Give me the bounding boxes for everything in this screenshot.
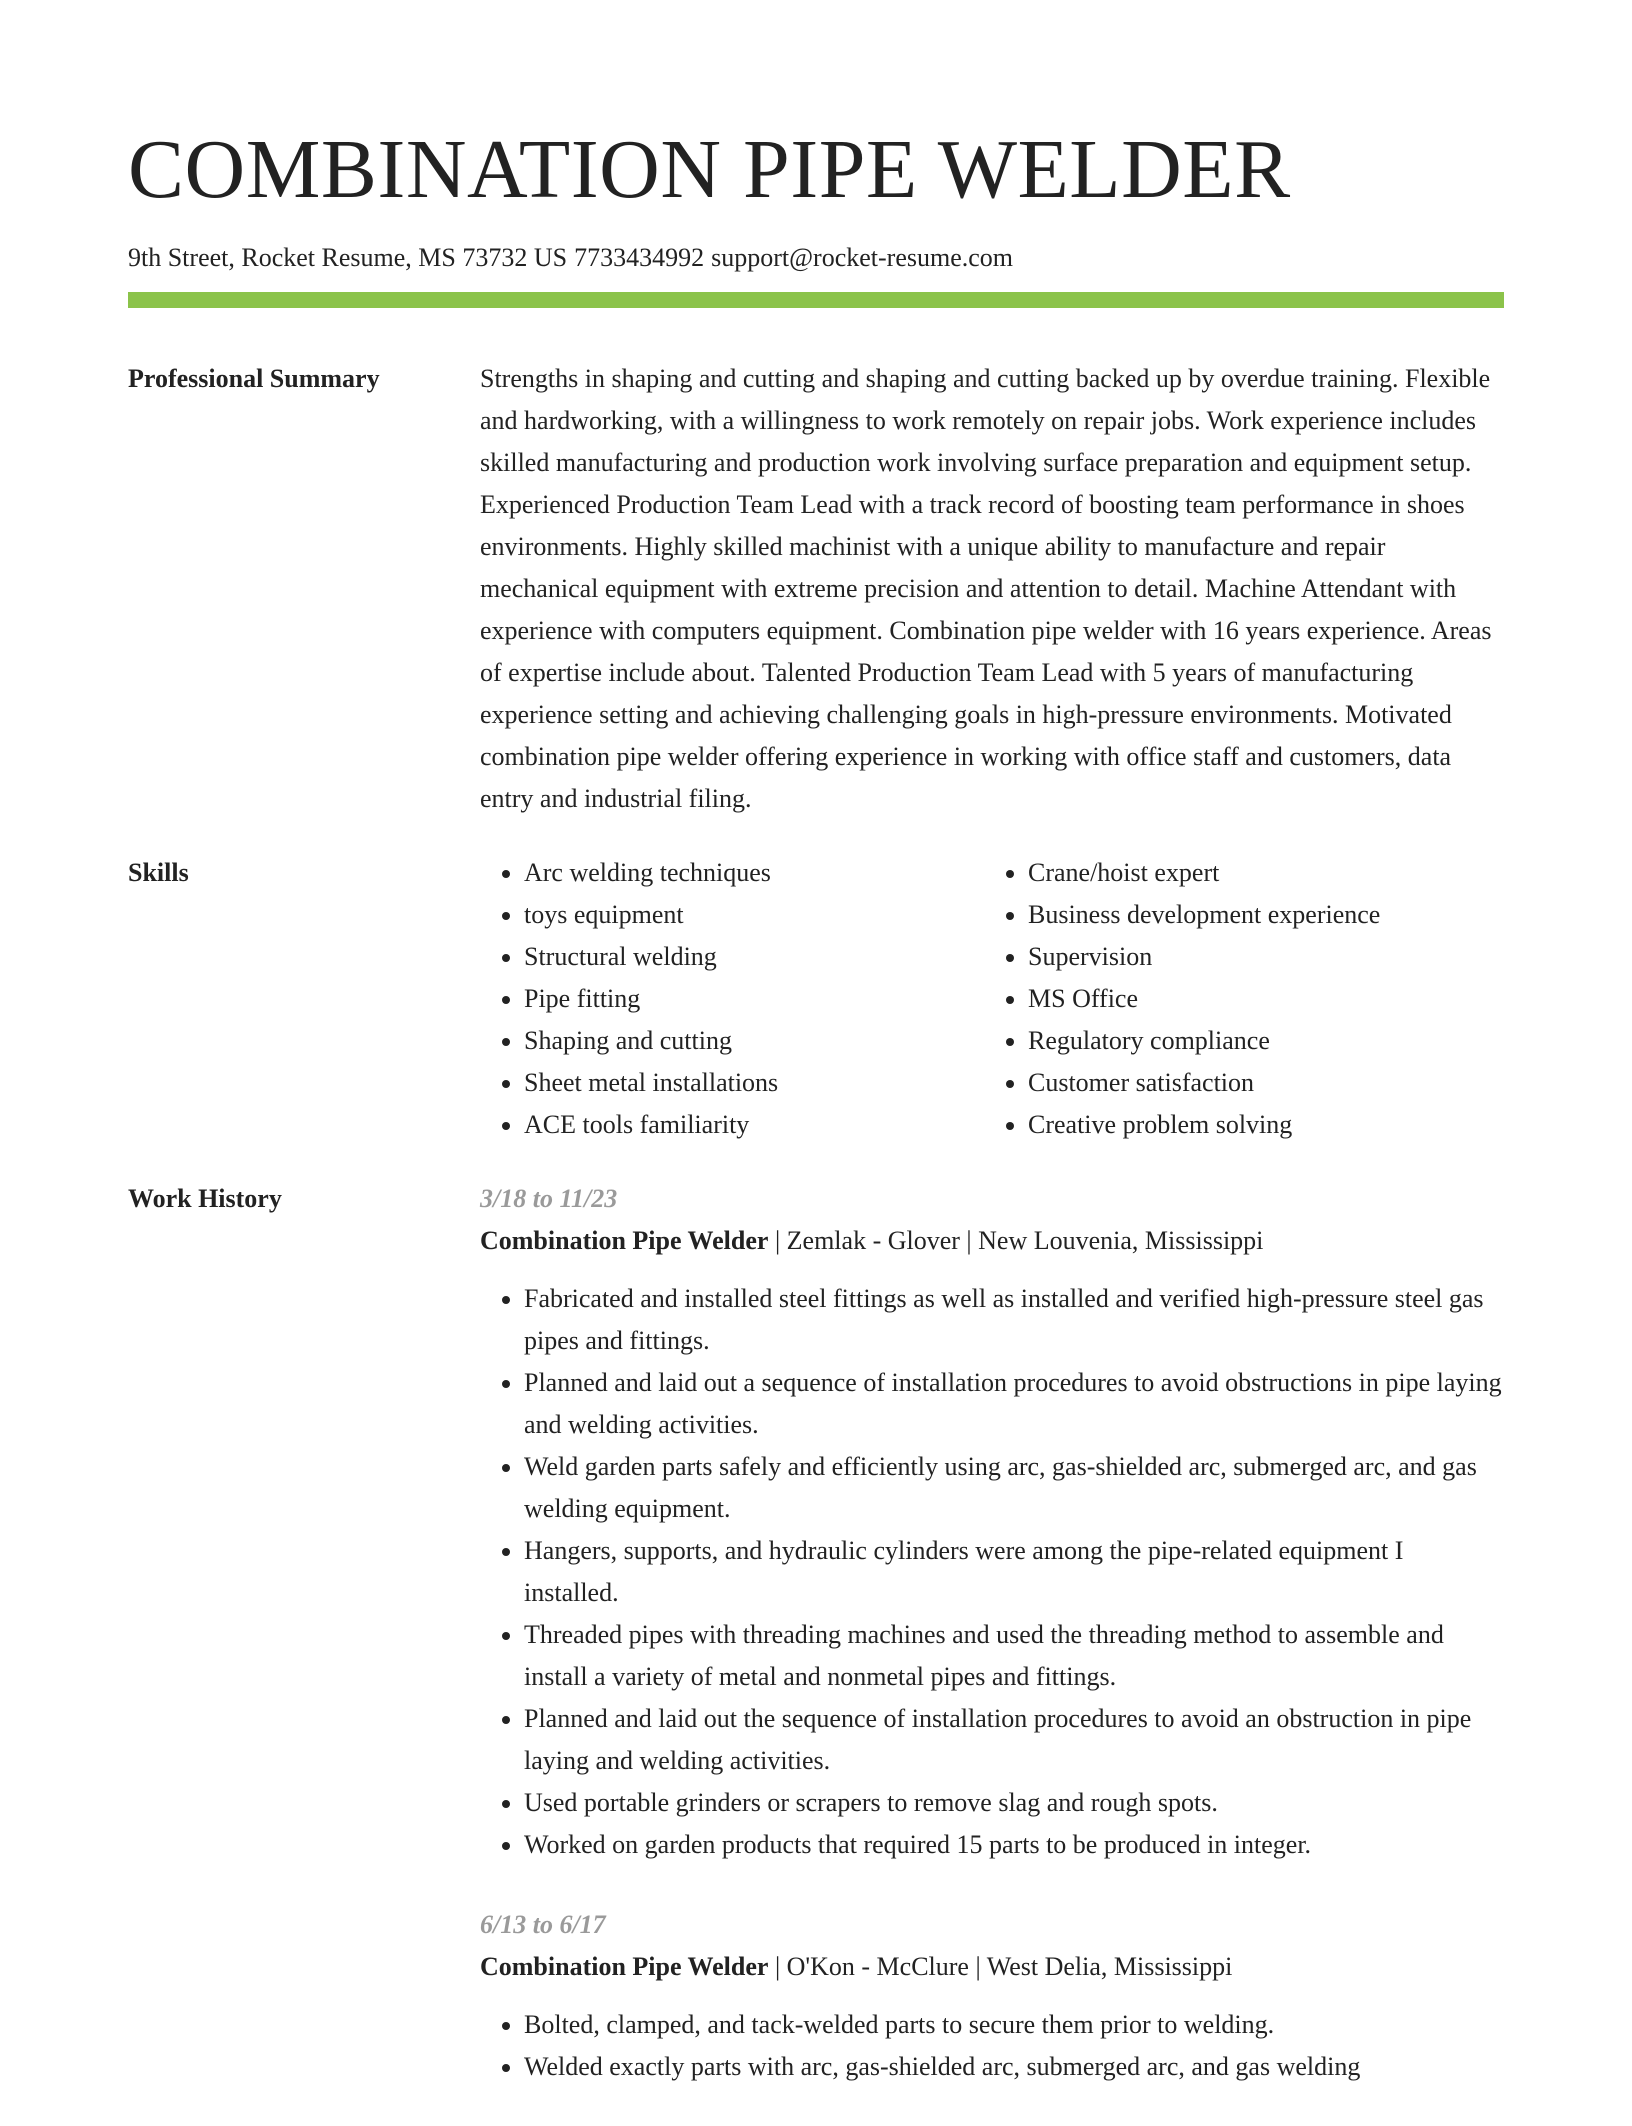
skill-item: • Creative problem solving <box>1028 1104 1504 1146</box>
skill-item: • Business development experience <box>1028 894 1504 936</box>
skill-item: • Arc welding techniques <box>524 852 984 894</box>
job-bullet: • Bolted, clamped, and tack-welded parts to secure them prior to welding. <box>524 2004 1504 2046</box>
job-entry <box>480 1904 1504 2088</box>
job-bullet-list <box>480 2004 1504 2088</box>
job-company: Zemlak - Glover <box>786 1226 960 1255</box>
work-history-section <box>128 1178 1504 2126</box>
skill-item: • Crane/hoist expert <box>1028 852 1504 894</box>
contact-phone: 7733434992 <box>574 243 705 272</box>
job-bullet: • Worked on garden products that required 15 parts to be produced in integer. <box>524 1824 1504 1866</box>
job-bullet: • Planned and laid out the sequence of installation procedures to avoid an obstruction in pipe laying and welding activities. <box>524 1698 1504 1782</box>
skills-heading: Skills <box>128 858 189 887</box>
summary-body <box>480 358 1504 820</box>
job-bullet-list <box>480 1278 1504 1866</box>
skill-item: • Pipe fitting <box>524 978 984 1020</box>
job-dates: 6/13 to 6/17 <box>480 1910 606 1939</box>
job-dates: 3/18 to 11/23 <box>480 1184 618 1213</box>
skill-item: • Shaping and cutting <box>524 1020 984 1062</box>
job-bullet: • Planned and laid out a sequence of installation procedures to avoid obstructions in pipe laying and welding activities. <box>524 1362 1504 1446</box>
job-bullet: • Fabricated and installed steel fittings as well as installed and verified high-pressure steel gas pipes and fittings. <box>524 1278 1504 1362</box>
skill-item: • Structural welding <box>524 936 984 978</box>
resume-page <box>128 0 1504 2126</box>
skills-list-right <box>984 852 1504 1146</box>
contact-line <box>128 240 1504 276</box>
header-divider <box>128 292 1504 308</box>
job-bullet: • Used portable grinders or scrapers to remove slag and rough spots. <box>524 1782 1504 1824</box>
job-heading: Combination Pipe Welder | Zemlak - Glover | New Louvenia, Mississippi <box>480 1226 1264 1255</box>
job-bullet: • Welded exactly parts with arc, gas-shielded arc, submerged arc, and gas welding <box>524 2046 1504 2088</box>
skill-item: • toys equipment <box>524 894 984 936</box>
job-heading: Combination Pipe Welder | O'Kon - McClure | West Delia, Mississippi <box>480 1952 1233 1981</box>
skills-list-left <box>480 852 984 1146</box>
job-bullet: • Hangers, supports, and hydraulic cylinders were among the pipe-related equipment I installed. <box>524 1530 1504 1614</box>
candidate-name: COMBINATION PIPE WELDER <box>128 123 1291 216</box>
skills-section <box>128 852 1504 1146</box>
skills-body <box>480 852 1504 1146</box>
skill-item: • Supervision <box>1028 936 1504 978</box>
contact-address: 9th Street, Rocket Resume, MS 73732 US <box>128 243 568 272</box>
skill-item: • ACE tools familiarity <box>524 1104 984 1146</box>
job-bullet: • Threaded pipes with threading machines and used the threading method to assemble and install a variety of metal and nonmetal pipes and fittings. <box>524 1614 1504 1698</box>
job-title: Combination Pipe Welder <box>480 1226 769 1255</box>
job-company: O'Kon - McClure <box>786 1952 969 1981</box>
skill-item: • Regulatory compliance <box>1028 1020 1504 1062</box>
skill-item: • MS Office <box>1028 978 1504 1020</box>
job-entry <box>480 1178 1504 1866</box>
skill-item: • Sheet metal installations <box>524 1062 984 1104</box>
job-bullet: • Weld garden parts safely and efficiently using arc, gas-shielded arc, submerged arc, and gas welding equipment. <box>524 1446 1504 1530</box>
work-history-body <box>480 1178 1504 2126</box>
summary-heading: Professional Summary <box>128 364 380 393</box>
summary-text: Strengths in shaping and cutting and shaping and cutting backed up by overdue training. Flexible and hardworking, with a willingness to work remotely on repair jobs. Work experience includes skilled manufacturing and production work involving surface preparation and equipment setup. Experienced Production Team Lead with a track record of boosting team performance in shoes environments. Highly skilled machinist with a unique ability to manufacture and repair mechanical equipment with extreme precision and attention to detail. Machine Attendant with experience with computers equipment. Combination pipe welder with 16 years experience. Areas of expertise include about. Talented Production Team Lead with 5 years of manufacturing experience setting and achieving challenging goals in high-pressure environments. Motivated combination pipe welder offering experience in working with office staff and customers, data entry and industrial filing. <box>480 364 1492 813</box>
job-location: New Louvenia, Mississippi <box>978 1226 1264 1255</box>
work-history-heading: Work History <box>128 1184 282 1213</box>
skill-item: • Customer satisfaction <box>1028 1062 1504 1104</box>
job-location: West Delia, Mississippi <box>986 1952 1233 1981</box>
contact-email: support@rocket-resume.com <box>711 243 1014 272</box>
summary-section <box>128 358 1504 820</box>
job-title: Combination Pipe Welder <box>480 1952 769 1981</box>
